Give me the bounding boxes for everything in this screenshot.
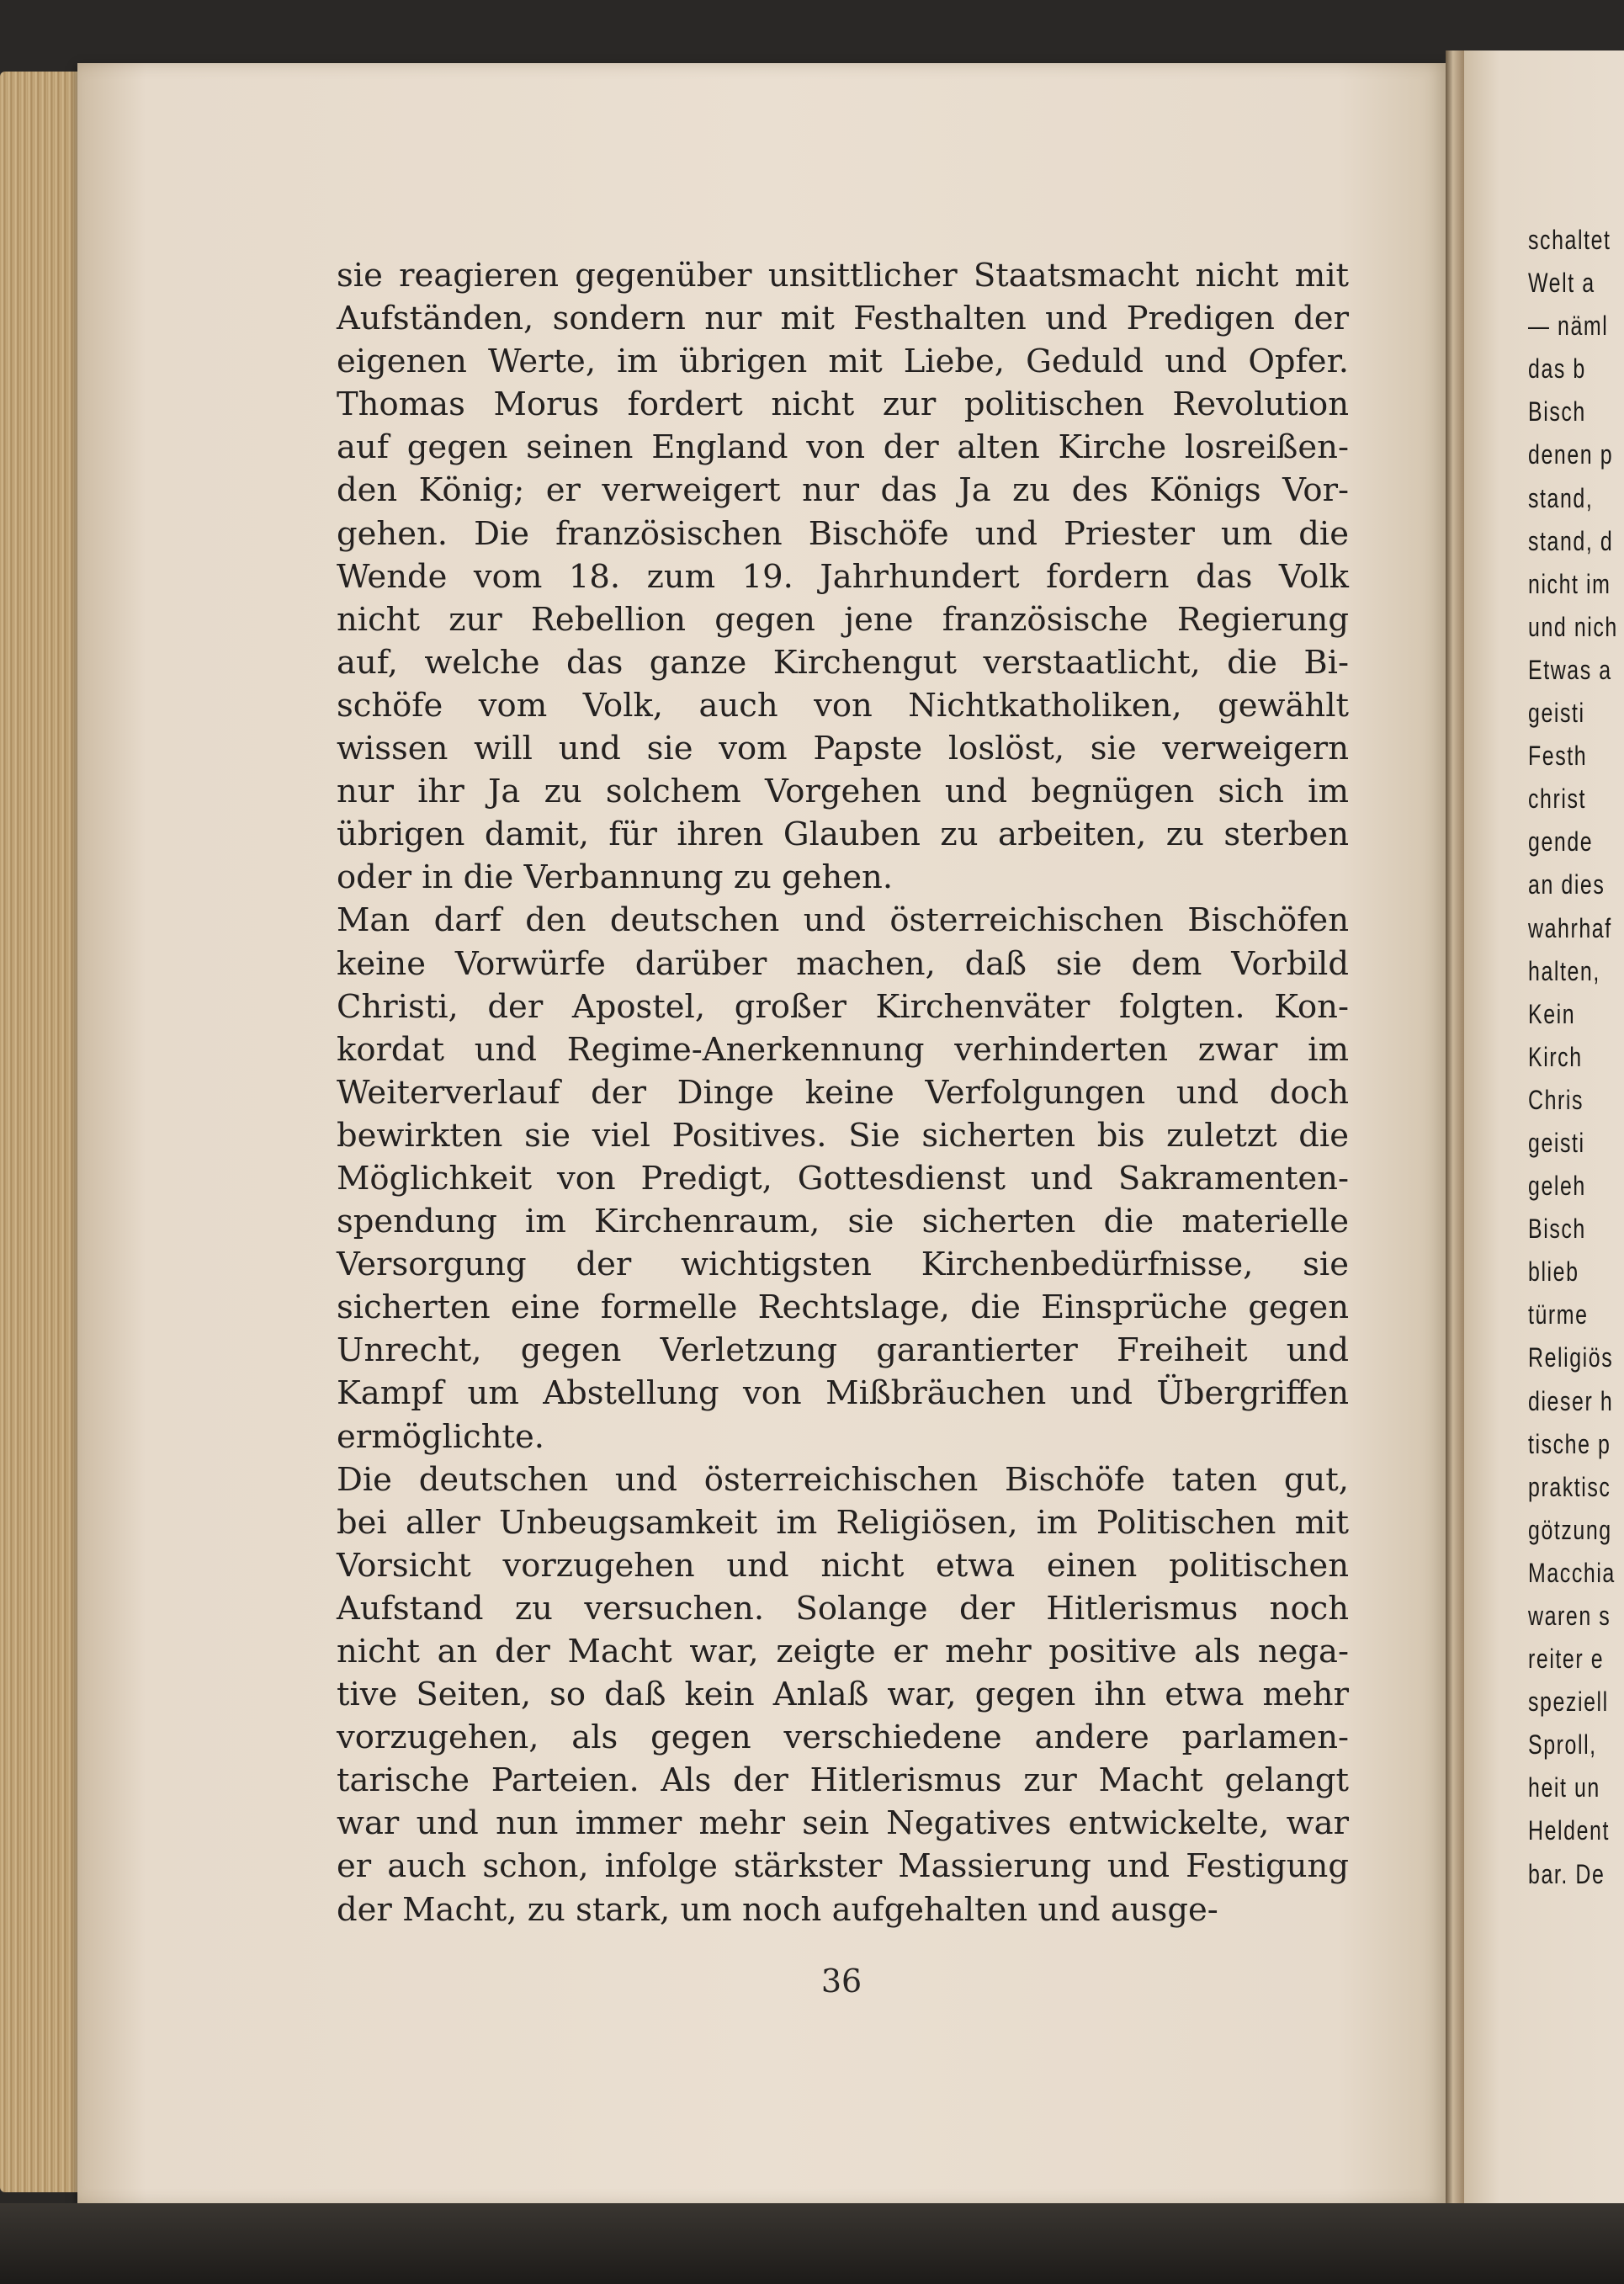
text-line: nicht an der Macht war, zeigte er mehr positive als nega- <box>337 1633 1349 1671</box>
facing-text-line: Macchia <box>1528 1557 1616 1588</box>
text-line: Die deutschen und österreichischen Bischöfe taten gut, <box>337 1460 1349 1499</box>
text-line: bewirkten sie viel Positives. Sie sicherten bis zuletzt die <box>337 1116 1349 1155</box>
facing-text-line: Bisch <box>1528 1214 1586 1245</box>
facing-text-line: wahrhaf <box>1528 912 1612 943</box>
text-line: spendung im Kirchenraum, sie sicherten die materielle <box>337 1203 1349 1241</box>
text-line: Kampf um Abstellung von Mißbräuchen und Übergriffen <box>337 1374 1349 1413</box>
facing-text-line: Festh <box>1528 741 1588 772</box>
text-line: nur ihr Ja zu solchem Vorgehen und begnügen sich im <box>337 773 1349 811</box>
facing-text-line: geisti <box>1528 1127 1585 1158</box>
facing-text-line: reiter e <box>1528 1644 1605 1675</box>
facing-text-line: Kein <box>1528 998 1576 1029</box>
page-number: 36 <box>820 1963 862 2000</box>
text-line: der Macht, zu stark, um noch aufgehalten und ausge- <box>337 1890 1218 1929</box>
text-line: Versorgung der wichtigsten Kirchenbedürfnisse, sie <box>337 1246 1349 1284</box>
facing-text-line: und nich <box>1528 611 1618 642</box>
text-line: auf, welche das ganze Kirchengut verstaatlicht, die Bi- <box>337 643 1349 682</box>
facing-text-line: christ <box>1528 783 1586 815</box>
text-line: war und nun immer mehr sein Negatives entwickelte, war <box>337 1804 1349 1843</box>
text-line: oder in die Verbannung zu gehen. <box>337 858 894 897</box>
facing-page-text <box>1528 219 1624 1896</box>
facing-text-line: stand, <box>1528 482 1594 513</box>
facing-text-line: Sproll, <box>1528 1729 1597 1761</box>
text-line: den König; er verweigert nur das Ja zu des Königs Vor- <box>337 471 1349 510</box>
facing-text-line: denen p <box>1528 439 1614 470</box>
book-gutter <box>1446 50 1464 2205</box>
text-line: übrigen damit, für ihren Glauben zu arbeiten, zu sterben <box>337 815 1349 854</box>
text-line: Möglichkeit von Predigt, Gottesdienst und Sakramenten- <box>337 1159 1349 1198</box>
text-line: sicherten eine formelle Rechtslage, die Einsprüche gegen <box>337 1288 1349 1327</box>
facing-text-line: Heldent <box>1528 1815 1610 1846</box>
text-line: keine Vorwürfe darüber machen, daß sie dem Vorbild <box>337 944 1349 983</box>
table-surface <box>0 2203 1624 2284</box>
text-line: wissen will und sie vom Papste loslöst, sie verweigern <box>337 730 1349 768</box>
text-line: Man darf den deutschen und österreichischen Bischöfen <box>337 901 1349 940</box>
facing-text-line: — näml <box>1528 311 1609 342</box>
facing-text-line: gende <box>1528 826 1594 858</box>
facing-text-line: halten, <box>1528 955 1600 986</box>
text-line: kordat und Regime-Anerkennung verhinderten zwar im <box>337 1030 1349 1069</box>
facing-text-line: geisti <box>1528 698 1585 729</box>
facing-text-line: bar. De <box>1528 1858 1605 1889</box>
page-edges <box>0 72 88 2192</box>
text-line: sie reagieren gegenüber unsittlicher Staatsmacht nicht mit <box>337 257 1349 295</box>
text-line: tive Seiten, so daß kein Anlaß war, gegen ihn etwa mehr <box>337 1676 1349 1714</box>
text-line: Weiterverlauf der Dinge keine Verfolgungen und doch <box>337 1073 1349 1112</box>
text-line: Christi, der Apostel, großer Kirchenväter folgten. Kon- <box>337 987 1349 1026</box>
text-line: eigenen Werte, im übrigen mit Liebe, Geduld und Opfer. <box>337 343 1349 381</box>
text-line: nicht zur Rebellion gegen jene französische Regierung <box>337 600 1349 639</box>
facing-text-line: praktisc <box>1528 1471 1611 1502</box>
facing-text-line: Bisch <box>1528 396 1586 428</box>
facing-text-line: Religiös <box>1528 1342 1614 1373</box>
facing-text-line: nicht im <box>1528 568 1611 599</box>
facing-text-line: Chris <box>1528 1084 1584 1115</box>
facing-text-line: Welt a <box>1528 268 1595 299</box>
text-line: Wende vom 18. zum 19. Jahrhundert fordern das Volk <box>337 557 1349 596</box>
facing-text-line: dieser h <box>1528 1385 1614 1416</box>
text-line: Aufständen, sondern nur mit Festhalten und Predigen der <box>337 300 1349 338</box>
text-line: vorzugehen, als gegen verschiedene andere parlamen- <box>337 1718 1349 1757</box>
facing-text-line: waren s <box>1528 1601 1611 1631</box>
text-line: Aufstand zu versuchen. Solange der Hitlerismus noch <box>337 1589 1349 1628</box>
text-line: tarische Parteien. Als der Hitlerismus zur Macht gelangt <box>337 1761 1349 1800</box>
facing-text-line: blieb <box>1528 1256 1579 1288</box>
facing-text-line: Kirch <box>1528 1041 1583 1072</box>
text-line: Unrecht, gegen Verletzung garantierter Freiheit und <box>337 1331 1349 1370</box>
facing-text-line: türme <box>1528 1299 1589 1331</box>
facing-text-line: geleh <box>1528 1171 1586 1202</box>
text-line: er auch schon, infolge stärkster Massierung und Festigung <box>337 1847 1349 1886</box>
facing-text-line: Etwas a <box>1528 654 1612 685</box>
text-line: bei aller Unbeugsamkeit im Religiösen, im Politischen mit <box>337 1503 1349 1542</box>
facing-text-line: heit un <box>1528 1772 1600 1803</box>
text-line: Thomas Morus fordert nicht zur politischen Revolution <box>337 385 1349 424</box>
body-text <box>337 254 1349 1931</box>
text-line: auf gegen seinen England von der alten Kirche losreißen- <box>337 428 1349 467</box>
facing-text-line: tische p <box>1528 1428 1611 1459</box>
facing-text-line: götzung <box>1528 1514 1612 1545</box>
text-line: gehen. Die französischen Bischöfe und Priester um die <box>337 514 1349 553</box>
facing-text-line: das b <box>1528 353 1586 385</box>
text-line: ermöglichte. <box>337 1417 544 1456</box>
facing-text-line: speziell <box>1528 1686 1609 1718</box>
text-line: Vorsicht vorzugehen und nicht etwa einen politischen <box>337 1546 1349 1585</box>
facing-text-line: an dies <box>1528 869 1605 900</box>
facing-text-line: stand, d <box>1528 525 1614 556</box>
text-line: schöfe vom Volk, auch von Nichtkatholiken, gewählt <box>337 686 1349 725</box>
facing-text-line: schaltet <box>1528 225 1611 255</box>
